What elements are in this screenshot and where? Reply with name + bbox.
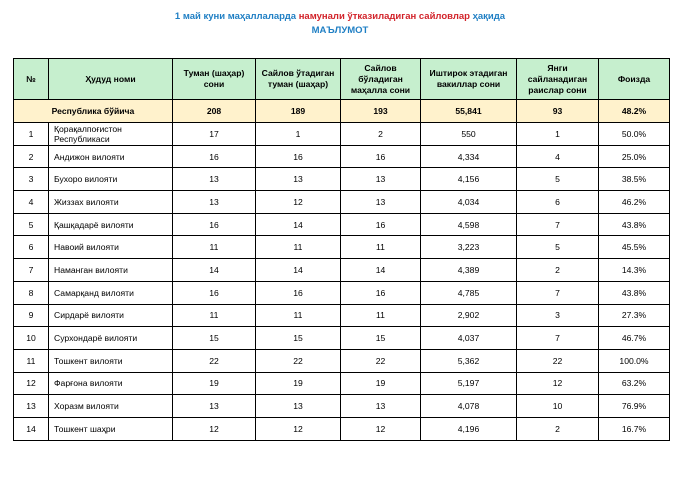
table-cell: 13	[341, 168, 421, 191]
row-number: 10	[14, 327, 49, 350]
row-number: 13	[14, 395, 49, 418]
table-cell: 50.0%	[599, 123, 670, 146]
table-cell: 43.8%	[599, 213, 670, 236]
table-cell: 16	[173, 281, 256, 304]
table-cell: 5,197	[421, 372, 517, 395]
region-name: Хоразм вилояти	[49, 395, 173, 418]
table-cell: 14	[341, 259, 421, 282]
title-text-end: ҳақида	[469, 11, 506, 22]
table-cell: 11	[341, 304, 421, 327]
table-cell: 3	[517, 304, 599, 327]
table-cell: 19	[256, 372, 341, 395]
table-cell: 1	[517, 123, 599, 146]
table-cell: 93	[517, 100, 599, 123]
row-number: 2	[14, 145, 49, 168]
table-cell: 16	[341, 281, 421, 304]
table-cell: 22	[256, 349, 341, 372]
table-cell: 12	[341, 417, 421, 440]
table-cell: 15	[173, 327, 256, 350]
table-cell: 6	[517, 191, 599, 214]
table-cell: 16	[256, 281, 341, 304]
table-cell: 14	[256, 259, 341, 282]
title-highlight: намунали ўтказиладиган сайловлар	[298, 11, 470, 22]
table-cell: 63.2%	[599, 372, 670, 395]
table-cell: 550	[421, 123, 517, 146]
table-row	[14, 259, 670, 282]
header-cell: Фоизда	[599, 59, 670, 100]
region-name: Андижон вилояти	[49, 145, 173, 168]
region-name: Навоий вилояти	[49, 236, 173, 259]
table-cell: 16	[173, 145, 256, 168]
table-cell: 11	[173, 236, 256, 259]
table-cell: 14	[173, 259, 256, 282]
region-name: Бухоро вилояти	[49, 168, 173, 191]
table-cell: 22	[341, 349, 421, 372]
table-cell: 13	[341, 191, 421, 214]
table-cell: 4,034	[421, 191, 517, 214]
table-row	[14, 417, 670, 440]
table-cell: 13	[173, 191, 256, 214]
table-cell: 11	[256, 304, 341, 327]
table-cell: 12	[256, 191, 341, 214]
header-cell: Иштирок этадиган вакиллар сони	[421, 59, 517, 100]
title-line-1	[0, 11, 680, 23]
row-number: 9	[14, 304, 49, 327]
table-cell: 17	[173, 123, 256, 146]
region-name: Тошкент вилояти	[49, 349, 173, 372]
table-row	[14, 168, 670, 191]
table-cell: 2	[517, 417, 599, 440]
table-row	[14, 281, 670, 304]
row-number: 6	[14, 236, 49, 259]
table-row	[14, 349, 670, 372]
table-cell: 4,196	[421, 417, 517, 440]
table-cell: 208	[173, 100, 256, 123]
region-name: Жиззах вилояти	[49, 191, 173, 214]
table-cell: 4,156	[421, 168, 517, 191]
table-cell: 19	[341, 372, 421, 395]
table-cell: 4	[517, 145, 599, 168]
table-cell: 4,785	[421, 281, 517, 304]
title-line-2: МАЪЛУМОТ	[311, 25, 369, 36]
table-cell: 7	[517, 213, 599, 236]
table-cell: 46.7%	[599, 327, 670, 350]
region-name: Самарқанд вилояти	[49, 281, 173, 304]
table-row	[14, 213, 670, 236]
table-row	[14, 191, 670, 214]
region-name: Сурхондарё вилояти	[49, 327, 173, 350]
table-cell: 7	[517, 281, 599, 304]
table-cell: 13	[256, 395, 341, 418]
table-cell: 4,078	[421, 395, 517, 418]
total-label: Республика бўйича	[14, 100, 173, 123]
row-number: 7	[14, 259, 49, 282]
table-row	[14, 236, 670, 259]
table-row	[14, 372, 670, 395]
table-cell: 3,223	[421, 236, 517, 259]
row-number: 11	[14, 349, 49, 372]
row-number: 12	[14, 372, 49, 395]
table-cell: 100.0%	[599, 349, 670, 372]
statistics-table	[13, 58, 670, 441]
table-cell: 25.0%	[599, 145, 670, 168]
header-cell: Ҳудуд номи	[49, 59, 173, 100]
table-cell: 22	[517, 349, 599, 372]
table-cell: 193	[341, 100, 421, 123]
region-name: Тошкент шаҳри	[49, 417, 173, 440]
table-cell: 16	[256, 145, 341, 168]
region-name: Фарғона вилояти	[49, 372, 173, 395]
table-cell: 45.5%	[599, 236, 670, 259]
table-row	[14, 395, 670, 418]
table-cell: 16	[173, 213, 256, 236]
table-cell: 55,841	[421, 100, 517, 123]
header-row	[14, 59, 670, 100]
table-cell: 189	[256, 100, 341, 123]
table-cell: 13	[173, 395, 256, 418]
table-cell: 5	[517, 168, 599, 191]
document-title	[0, 11, 680, 37]
row-number: 5	[14, 213, 49, 236]
header-cell: Сайлов бўладиган маҳалла сони	[341, 59, 421, 100]
row-number: 14	[14, 417, 49, 440]
table-cell: 4,598	[421, 213, 517, 236]
table-cell: 11	[256, 236, 341, 259]
table-cell: 43.8%	[599, 281, 670, 304]
table-cell: 11	[341, 236, 421, 259]
table-cell: 13	[341, 395, 421, 418]
table-cell: 4,334	[421, 145, 517, 168]
header-cell: Янги сайланадиган раислар сони	[517, 59, 599, 100]
region-name: Қашқадарё вилояти	[49, 213, 173, 236]
table-cell: 4,389	[421, 259, 517, 282]
table-cell: 5	[517, 236, 599, 259]
table-cell: 13	[256, 168, 341, 191]
table-cell: 12	[256, 417, 341, 440]
title-text: 1 май куни маҳаллаларда	[174, 11, 299, 22]
table-cell: 16.7%	[599, 417, 670, 440]
table-cell: 46.2%	[599, 191, 670, 214]
row-number: 4	[14, 191, 49, 214]
table-cell: 48.2%	[599, 100, 670, 123]
region-name: Сирдарё вилояти	[49, 304, 173, 327]
table-cell: 38.5%	[599, 168, 670, 191]
header-cell: Туман (шаҳар) сони	[173, 59, 256, 100]
table-cell: 76.9%	[599, 395, 670, 418]
table-cell: 15	[256, 327, 341, 350]
row-number: 3	[14, 168, 49, 191]
table-cell: 14.3%	[599, 259, 670, 282]
table-cell: 15	[341, 327, 421, 350]
table-cell: 1	[256, 123, 341, 146]
table-cell: 19	[173, 372, 256, 395]
table-cell: 2	[341, 123, 421, 146]
total-row	[14, 100, 670, 123]
table-row	[14, 304, 670, 327]
table-cell: 2	[517, 259, 599, 282]
row-number: 1	[14, 123, 49, 146]
table-row	[14, 327, 670, 350]
table-cell: 12	[517, 372, 599, 395]
table-cell: 7	[517, 327, 599, 350]
table-cell: 10	[517, 395, 599, 418]
table-cell: 5,362	[421, 349, 517, 372]
region-name: Қорақалпоғистон Республикаси	[49, 123, 173, 146]
row-number: 8	[14, 281, 49, 304]
table-cell: 2,902	[421, 304, 517, 327]
table-row	[14, 123, 670, 146]
region-name: Наманган вилояти	[49, 259, 173, 282]
table-row	[14, 145, 670, 168]
header-cell: №	[14, 59, 49, 100]
table-cell: 16	[341, 145, 421, 168]
table-cell: 22	[173, 349, 256, 372]
header-cell: Сайлов ўтадиган туман (шаҳар)	[256, 59, 341, 100]
table-cell: 12	[173, 417, 256, 440]
table-cell: 14	[256, 213, 341, 236]
table-cell: 16	[341, 213, 421, 236]
table-cell: 4,037	[421, 327, 517, 350]
table-cell: 11	[173, 304, 256, 327]
table-cell: 13	[173, 168, 256, 191]
table-cell: 27.3%	[599, 304, 670, 327]
